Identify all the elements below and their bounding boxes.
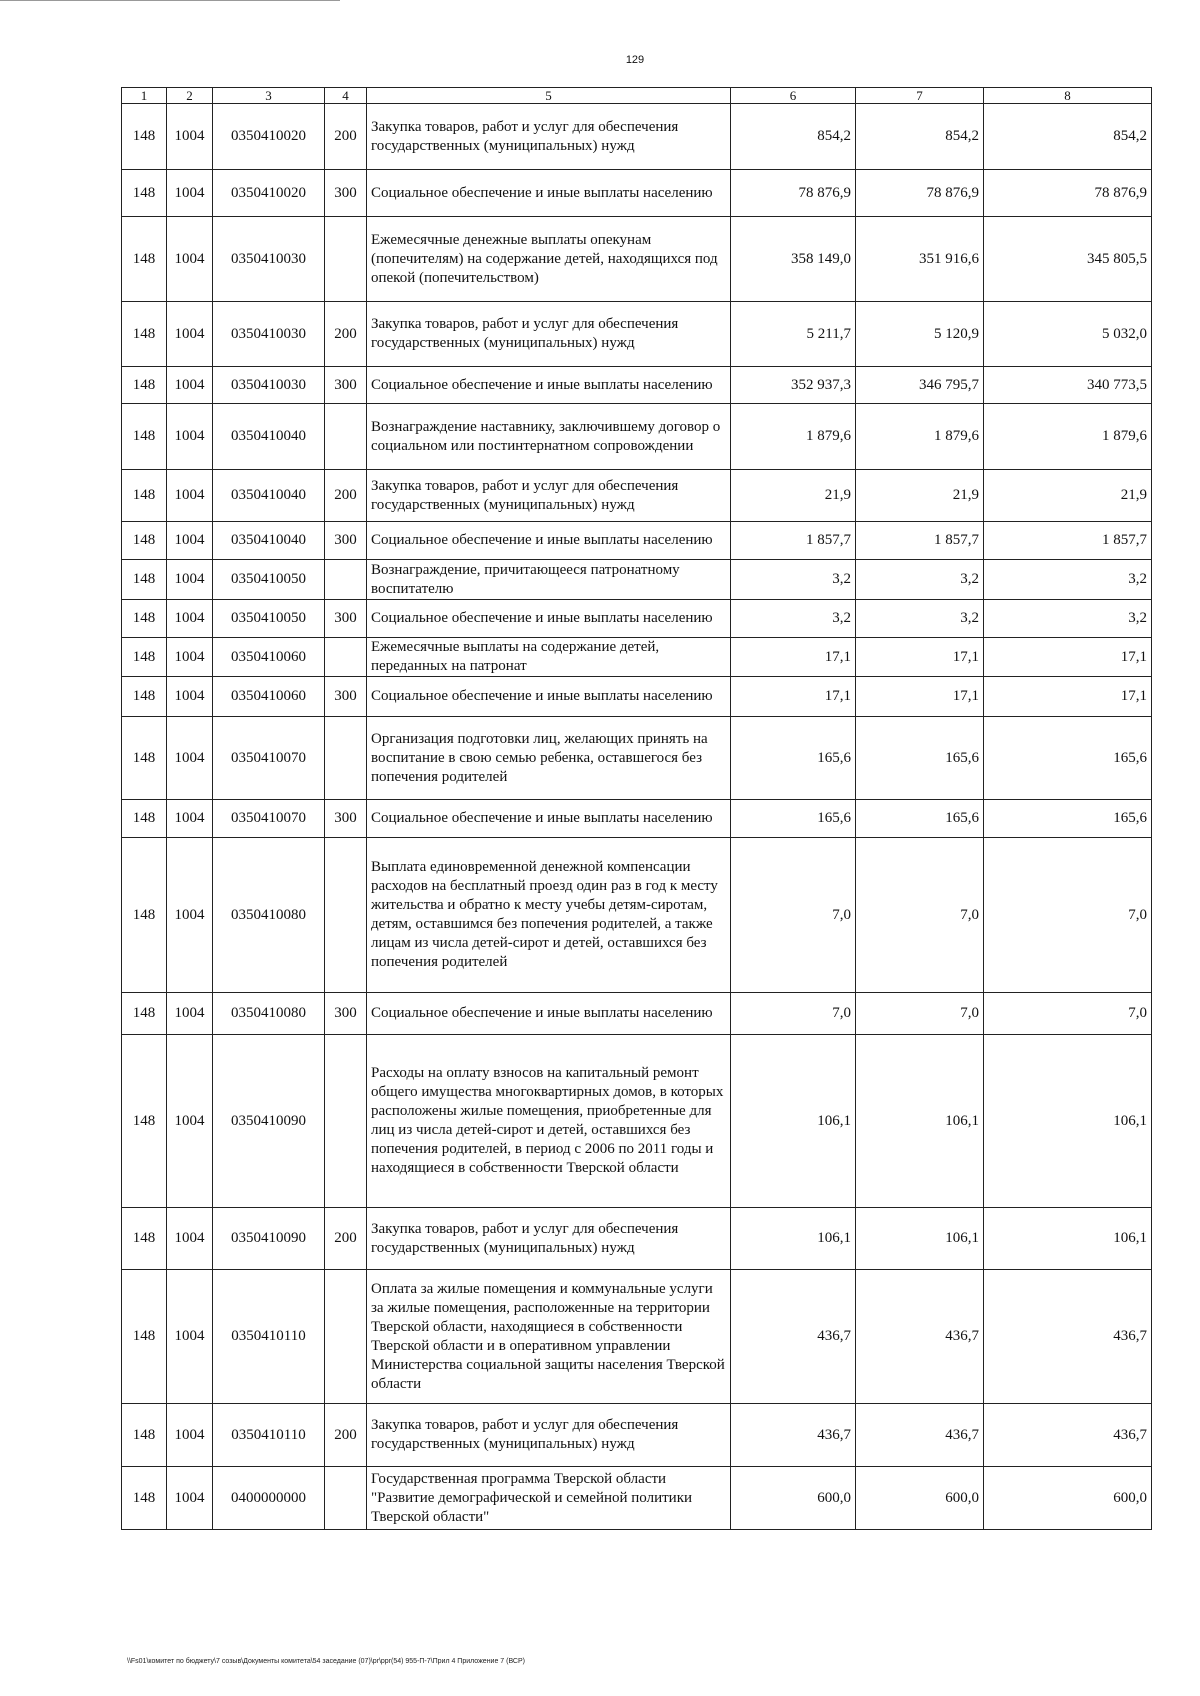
column-header: 3 [213,88,325,104]
amount-year1-cell: 358 149,0 [731,217,856,302]
target-article-cell: 0350410080 [213,993,325,1035]
section-code-cell: 1004 [167,993,213,1035]
scan-edge-line [0,0,340,1]
description-cell: Государственная программа Тверской области "Развитие демографической и семейной политики Тверской области" [367,1467,731,1530]
amount-year3-cell: 436,7 [984,1404,1152,1467]
amount-year1-cell: 436,7 [731,1270,856,1404]
section-code-cell: 1004 [167,1404,213,1467]
admin-code-cell: 148 [122,170,167,217]
admin-code-cell: 148 [122,677,167,717]
amount-year3-cell: 5 032,0 [984,302,1152,367]
target-article-cell: 0350410030 [213,217,325,302]
amount-year1-cell: 21,9 [731,470,856,522]
table-row [122,1467,1152,1530]
section-code-cell: 1004 [167,560,213,600]
table-row [122,560,1152,600]
target-article-cell: 0350410070 [213,800,325,838]
expense-type-cell [325,638,367,677]
amount-year1-cell: 7,0 [731,838,856,993]
section-code-cell: 1004 [167,800,213,838]
section-code-cell: 1004 [167,522,213,560]
target-article-cell: 0350410090 [213,1208,325,1270]
budget-table [121,87,1152,1530]
table-row [122,104,1152,170]
amount-year3-cell: 436,7 [984,1270,1152,1404]
description-cell: Социальное обеспечение и иные выплаты населению [367,993,731,1035]
section-code-cell: 1004 [167,404,213,470]
amount-year2-cell: 3,2 [856,560,984,600]
expense-type-cell: 200 [325,1208,367,1270]
amount-year3-cell: 165,6 [984,717,1152,800]
description-cell: Выплата единовременной денежной компенсации расходов на бесплатный проезд один раз в год к месту жительства и обратно к месту учебы детям-сиротам, детям, оставшимся без попечения родителей, а также лицам из числа детей-сирот и детей, оставшихся без попечения родителей [367,838,731,993]
amount-year1-cell: 78 876,9 [731,170,856,217]
expense-type-cell: 200 [325,1404,367,1467]
footer-file-path: \\Fs01\комитет по бюджету\7 созыв\Документы комитета\54 заседание (07)\pr\ppr(54) 955-П-7\Прил 4 Приложение 7 (ВСР) [127,1658,525,1665]
amount-year3-cell: 165,6 [984,800,1152,838]
admin-code-cell: 148 [122,367,167,404]
expense-type-cell: 300 [325,522,367,560]
amount-year1-cell: 5 211,7 [731,302,856,367]
column-header: 4 [325,88,367,104]
expense-type-cell: 200 [325,104,367,170]
expense-type-cell [325,404,367,470]
table-row [122,522,1152,560]
section-code-cell: 1004 [167,170,213,217]
description-cell: Закупка товаров, работ и услуг для обеспечения государственных (муниципальных) нужд [367,470,731,522]
section-code-cell: 1004 [167,717,213,800]
target-article-cell: 0350410090 [213,1035,325,1208]
admin-code-cell: 148 [122,560,167,600]
amount-year1-cell: 106,1 [731,1208,856,1270]
section-code-cell: 1004 [167,367,213,404]
amount-year2-cell: 165,6 [856,717,984,800]
amount-year3-cell: 7,0 [984,838,1152,993]
table-row [122,302,1152,367]
amount-year2-cell: 351 916,6 [856,217,984,302]
amount-year2-cell: 165,6 [856,800,984,838]
amount-year2-cell: 436,7 [856,1404,984,1467]
column-header: 8 [984,88,1152,104]
amount-year3-cell: 3,2 [984,560,1152,600]
amount-year1-cell: 3,2 [731,560,856,600]
section-code-cell: 1004 [167,838,213,993]
amount-year3-cell: 106,1 [984,1208,1152,1270]
amount-year3-cell: 1 879,6 [984,404,1152,470]
table-row [122,170,1152,217]
column-header: 7 [856,88,984,104]
target-article-cell: 0350410050 [213,600,325,638]
admin-code-cell: 148 [122,638,167,677]
description-cell: Ежемесячные денежные выплаты опекунам (попечителям) на содержание детей, находящихся под опекой (попечительством) [367,217,731,302]
admin-code-cell: 148 [122,1035,167,1208]
description-cell: Закупка товаров, работ и услуг для обеспечения государственных (муниципальных) нужд [367,302,731,367]
section-code-cell: 1004 [167,470,213,522]
amount-year2-cell: 78 876,9 [856,170,984,217]
amount-year3-cell: 7,0 [984,993,1152,1035]
expense-type-cell [325,838,367,993]
amount-year2-cell: 17,1 [856,677,984,717]
table-row [122,217,1152,302]
amount-year1-cell: 165,6 [731,800,856,838]
amount-year1-cell: 600,0 [731,1467,856,1530]
table-row [122,1270,1152,1404]
table-header-row [122,88,1152,104]
amount-year3-cell: 17,1 [984,677,1152,717]
admin-code-cell: 148 [122,838,167,993]
amount-year2-cell: 5 120,9 [856,302,984,367]
admin-code-cell: 148 [122,1208,167,1270]
table-row [122,838,1152,993]
description-cell: Вознаграждение, причитающееся патронатному воспитателю [367,560,731,600]
amount-year1-cell: 1 857,7 [731,522,856,560]
admin-code-cell: 148 [122,1270,167,1404]
amount-year2-cell: 854,2 [856,104,984,170]
amount-year1-cell: 17,1 [731,677,856,717]
amount-year2-cell: 21,9 [856,470,984,522]
admin-code-cell: 148 [122,717,167,800]
table-row [122,1208,1152,1270]
column-header: 6 [731,88,856,104]
description-cell: Закупка товаров, работ и услуг для обеспечения государственных (муниципальных) нужд [367,104,731,170]
table-row [122,993,1152,1035]
description-cell: Расходы на оплату взносов на капитальный ремонт общего имущества многоквартирных домов, в которых расположены жилые помещения, приобретенные для лиц из числа детей-сирот и детей, оставшихся без попечения родителей, в период с 2006 по 2011 годы и находящиеся в собственности Тверской области [367,1035,731,1208]
target-article-cell: 0350410070 [213,717,325,800]
description-cell: Закупка товаров, работ и услуг для обеспечения государственных (муниципальных) нужд [367,1208,731,1270]
amount-year3-cell: 340 773,5 [984,367,1152,404]
amount-year3-cell: 854,2 [984,104,1152,170]
expense-type-cell: 200 [325,470,367,522]
amount-year2-cell: 106,1 [856,1208,984,1270]
section-code-cell: 1004 [167,217,213,302]
section-code-cell: 1004 [167,638,213,677]
admin-code-cell: 148 [122,522,167,560]
expense-type-cell [325,1270,367,1404]
description-cell: Социальное обеспечение и иные выплаты населению [367,367,731,404]
admin-code-cell: 148 [122,404,167,470]
expense-type-cell [325,1035,367,1208]
amount-year2-cell: 17,1 [856,638,984,677]
description-cell: Социальное обеспечение и иные выплаты населению [367,677,731,717]
amount-year2-cell: 436,7 [856,1270,984,1404]
description-cell: Вознаграждение наставнику, заключившему договор о социальном или постинтернатном сопровождении [367,404,731,470]
table-row [122,677,1152,717]
expense-type-cell: 300 [325,600,367,638]
expense-type-cell [325,1467,367,1530]
amount-year1-cell: 106,1 [731,1035,856,1208]
amount-year1-cell: 3,2 [731,600,856,638]
admin-code-cell: 148 [122,104,167,170]
table-row [122,717,1152,800]
table-row [122,367,1152,404]
admin-code-cell: 148 [122,302,167,367]
target-article-cell: 0350410020 [213,104,325,170]
column-header: 2 [167,88,213,104]
section-code-cell: 1004 [167,1467,213,1530]
amount-year2-cell: 1 879,6 [856,404,984,470]
amount-year3-cell: 21,9 [984,470,1152,522]
amount-year1-cell: 352 937,3 [731,367,856,404]
admin-code-cell: 148 [122,217,167,302]
amount-year1-cell: 1 879,6 [731,404,856,470]
expense-type-cell: 300 [325,677,367,717]
expense-type-cell: 300 [325,170,367,217]
section-code-cell: 1004 [167,1208,213,1270]
target-article-cell: 0350410060 [213,677,325,717]
target-article-cell: 0350410040 [213,522,325,560]
table-row [122,638,1152,677]
target-article-cell: 0350410080 [213,838,325,993]
target-article-cell: 0350410030 [213,367,325,404]
target-article-cell: 0350410060 [213,638,325,677]
amount-year3-cell: 106,1 [984,1035,1152,1208]
amount-year3-cell: 17,1 [984,638,1152,677]
amount-year1-cell: 17,1 [731,638,856,677]
column-header: 1 [122,88,167,104]
section-code-cell: 1004 [167,600,213,638]
description-cell: Организация подготовки лиц, желающих принять на воспитание в свою семью ребенка, оставшегося без попечения родителей [367,717,731,800]
expense-type-cell: 300 [325,800,367,838]
expense-type-cell [325,560,367,600]
table-row [122,404,1152,470]
target-article-cell: 0350410040 [213,470,325,522]
column-header: 5 [367,88,731,104]
amount-year2-cell: 7,0 [856,838,984,993]
description-cell: Социальное обеспечение и иные выплаты населению [367,800,731,838]
amount-year2-cell: 600,0 [856,1467,984,1530]
table-row [122,470,1152,522]
admin-code-cell: 148 [122,600,167,638]
amount-year2-cell: 346 795,7 [856,367,984,404]
table-row [122,1035,1152,1208]
admin-code-cell: 148 [122,470,167,522]
amount-year3-cell: 345 805,5 [984,217,1152,302]
admin-code-cell: 148 [122,1404,167,1467]
target-article-cell: 0350410050 [213,560,325,600]
expense-type-cell: 200 [325,302,367,367]
section-code-cell: 1004 [167,104,213,170]
amount-year2-cell: 106,1 [856,1035,984,1208]
description-cell: Социальное обеспечение и иные выплаты населению [367,170,731,217]
section-code-cell: 1004 [167,302,213,367]
section-code-cell: 1004 [167,677,213,717]
admin-code-cell: 148 [122,800,167,838]
target-article-cell: 0350410040 [213,404,325,470]
admin-code-cell: 148 [122,993,167,1035]
amount-year3-cell: 78 876,9 [984,170,1152,217]
target-article-cell: 0350410110 [213,1270,325,1404]
description-cell: Ежемесячные выплаты на содержание детей, переданных на патронат [367,638,731,677]
target-article-cell: 0350410110 [213,1404,325,1467]
target-article-cell: 0400000000 [213,1467,325,1530]
table-row [122,1404,1152,1467]
amount-year2-cell: 1 857,7 [856,522,984,560]
admin-code-cell: 148 [122,1467,167,1530]
target-article-cell: 0350410030 [213,302,325,367]
amount-year3-cell: 3,2 [984,600,1152,638]
amount-year2-cell: 3,2 [856,600,984,638]
amount-year1-cell: 436,7 [731,1404,856,1467]
expense-type-cell [325,717,367,800]
description-cell: Социальное обеспечение и иные выплаты населению [367,522,731,560]
expense-type-cell [325,217,367,302]
amount-year1-cell: 7,0 [731,993,856,1035]
amount-year3-cell: 600,0 [984,1467,1152,1530]
expense-type-cell: 300 [325,993,367,1035]
section-code-cell: 1004 [167,1035,213,1208]
description-cell: Социальное обеспечение и иные выплаты населению [367,600,731,638]
amount-year2-cell: 7,0 [856,993,984,1035]
target-article-cell: 0350410020 [213,170,325,217]
section-code-cell: 1004 [167,1270,213,1404]
table-row [122,800,1152,838]
amount-year1-cell: 165,6 [731,717,856,800]
page-number: 129 [625,54,645,66]
description-cell: Оплата за жилые помещения и коммунальные услуги за жилые помещения, расположенные на территории Тверской области, находящиеся в собственности Тверской области и в оперативном управлении Министерства социальной защиты населения Тверской области [367,1270,731,1404]
amount-year3-cell: 1 857,7 [984,522,1152,560]
table-row [122,600,1152,638]
expense-type-cell: 300 [325,367,367,404]
description-cell: Закупка товаров, работ и услуг для обеспечения государственных (муниципальных) нужд [367,1404,731,1467]
amount-year1-cell: 854,2 [731,104,856,170]
